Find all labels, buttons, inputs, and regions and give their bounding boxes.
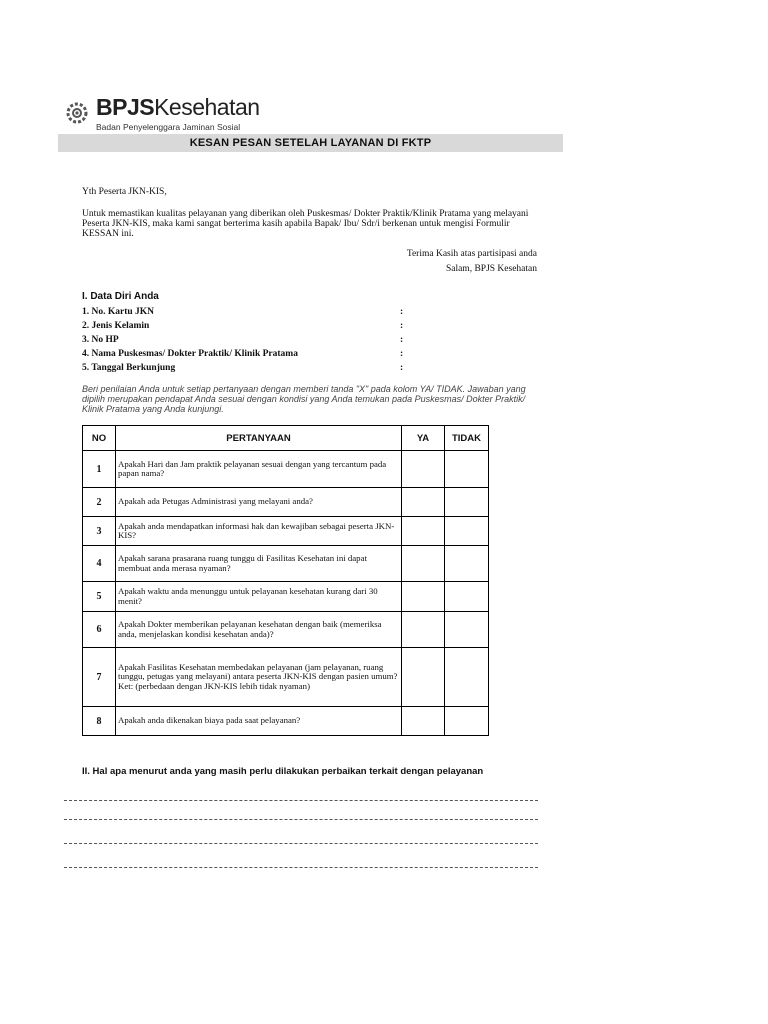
- logo-title: BPJSKesehatan: [96, 94, 260, 120]
- no-cell[interactable]: [445, 707, 489, 736]
- question-text: Apakah Hari dan Jam praktik pelayanan sesuai dengan yang tercantum pada papan nama?: [116, 451, 402, 488]
- table-row: [83, 648, 489, 707]
- yes-cell[interactable]: [402, 546, 445, 582]
- no-cell[interactable]: [445, 612, 489, 648]
- no-cell[interactable]: [445, 517, 489, 546]
- no-cell[interactable]: [445, 648, 489, 707]
- row-number: 4: [83, 546, 116, 582]
- section-1-title: I. Data Diri Anda: [82, 291, 159, 302]
- form-title: KESAN PESAN SETELAH LAYANAN DI FKTP: [58, 134, 563, 152]
- field-label: 1. No. Kartu JKN: [82, 307, 155, 317]
- yes-cell[interactable]: [402, 517, 445, 546]
- field-separator: :: [400, 363, 404, 373]
- field-label: 5. Tanggal Berkunjung: [82, 363, 176, 373]
- field-label: 3. No HP: [82, 335, 119, 345]
- row-number: 3: [83, 517, 116, 546]
- header-no: NO: [83, 426, 116, 451]
- no-cell[interactable]: [445, 488, 489, 517]
- yes-cell[interactable]: [402, 707, 445, 736]
- table-row: [83, 451, 489, 488]
- thanks-text: Terima Kasih atas partisipasi anda: [406, 249, 537, 259]
- row-number: 1: [83, 451, 116, 488]
- header-yes: YA: [402, 426, 445, 451]
- field-separator: :: [400, 335, 404, 345]
- section-2-title: II. Hal apa menurut anda yang masih perlu dilakukan perbaikan terkait dengan pelayanan: [82, 766, 484, 777]
- table-row: [83, 517, 489, 546]
- field-separator: :: [400, 321, 404, 331]
- question-text: Apakah anda dikenakan biaya pada saat pelayanan?: [116, 707, 402, 736]
- yes-cell[interactable]: [402, 612, 445, 648]
- table-header-row: [83, 426, 489, 451]
- question-text: Apakah Fasilitas Kesehatan membedakan pelayanan (jam pelayanan, ruang tunggu, petugas yang melayani) antara peserta JKN-KIS dengan pasien umum?: [118, 661, 398, 682]
- answer-line[interactable]: [64, 819, 538, 820]
- row-number: 5: [83, 582, 116, 612]
- answer-line[interactable]: [64, 867, 538, 868]
- instruction-text: Beri penilaian Anda untuk setiap pertanyaan dengan memberi tanda "X" pada kolom YA/ TIDAK. Jawaban yang dipilih merupakan pendapat Anda sesuai dengan kondisi yang Anda temukan pada Puskesmas/ Dokter Praktik/ Klinik Pratama yang Anda kunjungi.: [82, 384, 526, 414]
- yes-cell[interactable]: [402, 451, 445, 488]
- answer-line[interactable]: [64, 843, 538, 844]
- questions-table: [82, 425, 489, 736]
- header-question: PERTANYAAN: [116, 426, 402, 451]
- field-label: 4. Nama Puskesmas/ Dokter Praktik/ Klinik Pratama: [82, 349, 298, 359]
- row-number: 6: [83, 612, 116, 648]
- question-note: Ket: (perbedaan dengan JKN-KIS lebih tidak nyaman): [118, 680, 311, 691]
- table-row: [83, 582, 489, 612]
- salam-text: Salam, BPJS Kesehatan: [445, 264, 537, 274]
- table-row: [83, 612, 489, 648]
- table-row: [83, 488, 489, 517]
- question-text: Apakah sarana prasarana ruang tunggu di Fasilitas Kesehatan ini dapat membuat anda merasa nyaman?: [116, 546, 402, 582]
- question-text: Apakah Dokter memberikan pelayanan kesehatan dengan baik (memeriksa anda, menjelaskan kondisi kesehatan anda)?: [116, 612, 402, 648]
- row-number: 7: [83, 648, 116, 707]
- question-cell: [116, 648, 402, 707]
- field-label: 2. Jenis Kelamin: [82, 321, 150, 331]
- row-number: 2: [83, 488, 116, 517]
- logo-subtitle: Badan Penyelenggara Jaminan Sosial: [96, 122, 241, 132]
- greeting: Yth Peserta JKN-KIS,: [82, 187, 167, 197]
- row-number: 8: [83, 707, 116, 736]
- yes-cell[interactable]: [402, 648, 445, 707]
- bpjs-emblem-icon: [66, 98, 88, 128]
- field-separator: :: [400, 307, 404, 317]
- no-cell[interactable]: [445, 582, 489, 612]
- header-no-answer: TIDAK: [445, 426, 489, 451]
- intro-text: Untuk memastikan kualitas pelayanan yang diberikan oleh Puskesmas/ Dokter Praktik/Klinik Pratama yang melayani Peserta JKN-KIS, maka kami sangat berterima kasih apabila Bapak/ Ibu/ Sdr/i berkenan untuk mengisi Formulir KESSAN ini.: [82, 209, 529, 239]
- question-text: Apakah ada Petugas Administrasi yang melayani anda?: [116, 488, 402, 517]
- field-separator: :: [400, 349, 404, 359]
- table-row: [83, 707, 489, 736]
- table-row: [83, 546, 489, 582]
- yes-cell[interactable]: [402, 488, 445, 517]
- answer-line[interactable]: [64, 800, 538, 801]
- no-cell[interactable]: [445, 451, 489, 488]
- yes-cell[interactable]: [402, 582, 445, 612]
- bpjs-logo: [66, 94, 260, 136]
- question-text: Apakah anda mendapatkan informasi hak dan kewajiban sebagai peserta JKN-KIS?: [116, 517, 402, 546]
- question-text: Apakah waktu anda menunggu untuk pelayanan kesehatan kurang dari 30 menit?: [116, 582, 402, 612]
- no-cell[interactable]: [445, 546, 489, 582]
